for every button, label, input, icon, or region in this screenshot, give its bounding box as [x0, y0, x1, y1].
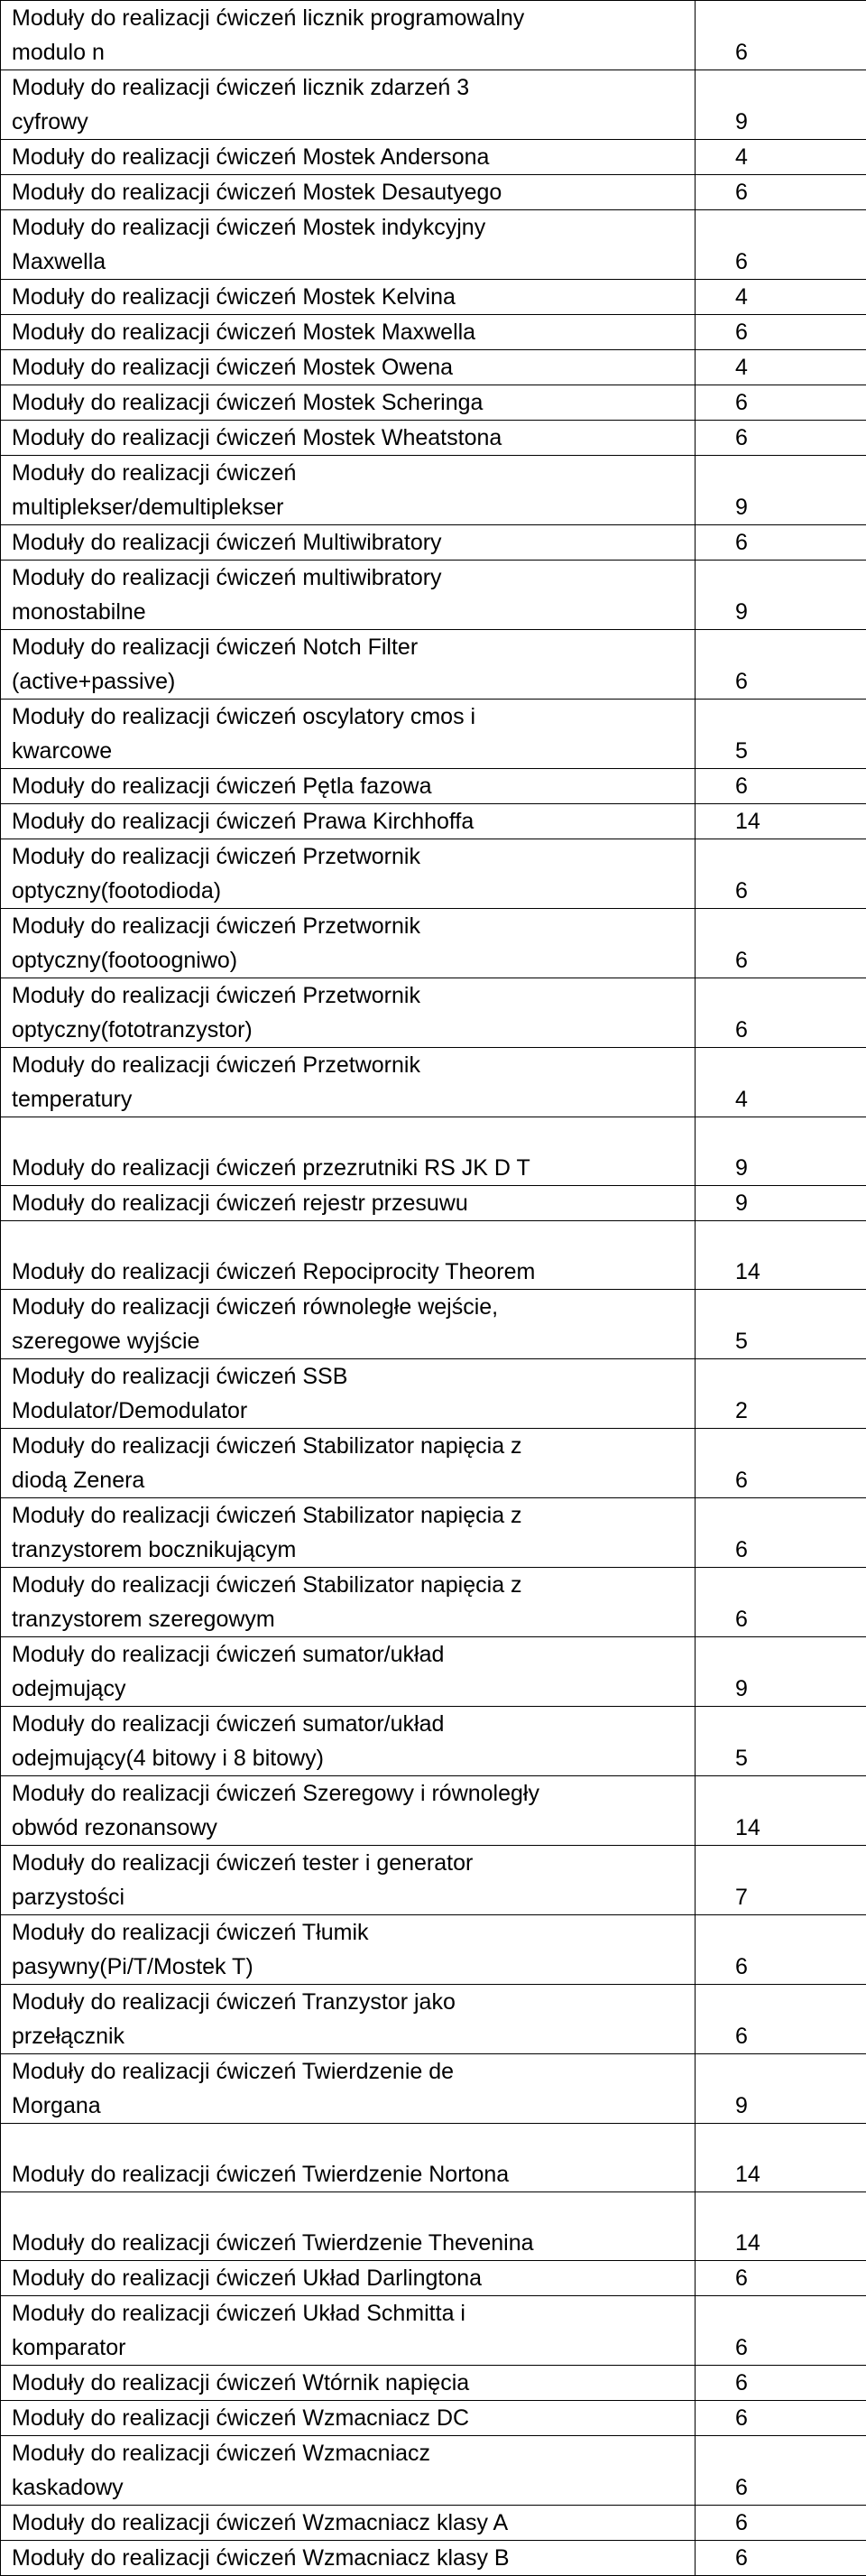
cell-quantity[interactable]: 5 [696, 1290, 866, 1359]
table-row [1, 2054, 866, 2124]
cell-module-name[interactable]: Moduły do realizacji ćwiczeń Układ Darlingtona [1, 2261, 696, 2296]
cell-quantity[interactable]: 4 [696, 280, 866, 315]
cell-quantity[interactable]: 14 [696, 1221, 866, 1290]
cell-module-name[interactable]: Moduły do realizacji ćwiczeń tester i generator parzystości [1, 1846, 696, 1915]
table-row [1, 630, 866, 700]
cell-module-name[interactable]: Moduły do realizacji ćwiczeń Twierdzenie Nortona [1, 2124, 696, 2192]
cell-module-name[interactable]: Moduły do realizacji ćwiczeń Repociprocity Theorem [1, 1221, 696, 1290]
cell-module-name[interactable]: Moduły do realizacji ćwiczeń Przetwornik optyczny(fototranzystor) [1, 978, 696, 1048]
cell-module-name[interactable]: Moduły do realizacji ćwiczeń sumator/układ odejmujący(4 bitowy i 8 bitowy) [1, 1707, 696, 1776]
cell-quantity[interactable]: 6 [696, 1568, 866, 1637]
cell-quantity[interactable]: 4 [696, 140, 866, 175]
table-row [1, 315, 866, 350]
table-row [1, 804, 866, 839]
cell-quantity[interactable]: 14 [696, 1776, 866, 1846]
cell-module-name[interactable]: Moduły do realizacji ćwiczeń oscylatory cmos i kwarcowe [1, 700, 696, 769]
cell-module-name[interactable]: Moduły do realizacji ćwiczeń Prawa Kirchhoffa [1, 804, 696, 839]
table-row [1, 2296, 866, 2366]
cell-quantity[interactable]: 6 [696, 210, 866, 280]
cell-quantity[interactable]: 6 [696, 2541, 866, 2576]
table-row [1, 1637, 866, 1707]
cell-module-name[interactable]: Moduły do realizacji ćwiczeń licznik zdarzeń 3 cyfrowy [1, 70, 696, 140]
cell-module-name[interactable]: Moduły do realizacji ćwiczeń Mostek indykcyjny Maxwella [1, 210, 696, 280]
cell-module-name[interactable]: Moduły do realizacji ćwiczeń Twierdzenie Thevenina [1, 2192, 696, 2261]
cell-quantity[interactable]: 6 [696, 385, 866, 421]
cell-quantity[interactable]: 9 [696, 1186, 866, 1221]
table-row [1, 1048, 866, 1117]
cell-quantity[interactable]: 6 [696, 175, 866, 210]
cell-quantity[interactable]: 6 [696, 978, 866, 1048]
cell-quantity[interactable]: 6 [696, 1915, 866, 1985]
cell-module-name[interactable]: Moduły do realizacji ćwiczeń SSB Modulator/Demodulator [1, 1359, 696, 1429]
table-row [1, 1846, 866, 1915]
cell-module-name[interactable]: Moduły do realizacji ćwiczeń licznik programowalny modulo n [1, 1, 696, 70]
table-row [1, 1707, 866, 1776]
cell-module-name[interactable]: Moduły do realizacji ćwiczeń Wtórnik napięcia [1, 2366, 696, 2401]
cell-quantity[interactable]: 5 [696, 700, 866, 769]
cell-quantity[interactable]: 14 [696, 2192, 866, 2261]
cell-module-name[interactable]: Moduły do realizacji ćwiczeń Wzmacniacz kaskadowy [1, 2436, 696, 2506]
table-row [1, 1186, 866, 1221]
cell-module-name[interactable]: Moduły do realizacji ćwiczeń Mostek Maxwella [1, 315, 696, 350]
table-row [1, 2261, 866, 2296]
cell-quantity[interactable]: 14 [696, 804, 866, 839]
table-row [1, 1985, 866, 2054]
cell-quantity[interactable]: 6 [696, 1429, 866, 1498]
cell-quantity[interactable]: 5 [696, 1707, 866, 1776]
table-row [1, 978, 866, 1048]
cell-module-name[interactable]: Moduły do realizacji ćwiczeń Tranzystor jako przełącznik [1, 1985, 696, 2054]
table-row [1, 2192, 866, 2261]
table-row [1, 210, 866, 280]
cell-quantity[interactable]: 6 [696, 1498, 866, 1568]
table-row [1, 769, 866, 804]
cell-quantity[interactable]: 9 [696, 561, 866, 630]
cell-quantity[interactable]: 6 [696, 909, 866, 978]
cell-module-name[interactable]: Moduły do realizacji ćwiczeń Stabilizator napięcia z tranzystorem szeregowym [1, 1568, 696, 1637]
table-row [1, 561, 866, 630]
cell-module-name[interactable]: Moduły do realizacji ćwiczeń Notch Filter (active+passive) [1, 630, 696, 700]
cell-module-name[interactable]: Moduły do realizacji ćwiczeń Mostek Andersona [1, 140, 696, 175]
table-row [1, 280, 866, 315]
table-row [1, 1290, 866, 1359]
cell-module-name[interactable]: Moduły do realizacji ćwiczeń Wzmacniacz klasy B [1, 2541, 696, 2576]
cell-module-name[interactable]: Moduły do realizacji ćwiczeń równoległe wejście, szeregowe wyjście [1, 1290, 696, 1359]
cell-quantity[interactable]: 6 [696, 1, 866, 70]
cell-quantity[interactable]: 6 [696, 2436, 866, 2506]
cell-module-name[interactable]: Moduły do realizacji ćwiczeń Mostek Wheatstona [1, 421, 696, 456]
table-row [1, 909, 866, 978]
table-row [1, 2401, 866, 2436]
cell-module-name[interactable]: Moduły do realizacji ćwiczeń Stabilizator napięcia z tranzystorem bocznikującym [1, 1498, 696, 1568]
table-row [1, 1915, 866, 1985]
cell-quantity[interactable]: 9 [696, 456, 866, 525]
cell-module-name[interactable]: Moduły do realizacji ćwiczeń rejestr przesuwu [1, 1186, 696, 1221]
cell-module-name[interactable]: Moduły do realizacji ćwiczeń Tłumik pasywny(Pi/T/Mostek T) [1, 1915, 696, 1985]
cell-module-name[interactable]: Moduły do realizacji ćwiczeń Twierdzenie de Morgana [1, 2054, 696, 2124]
cell-quantity[interactable]: 9 [696, 70, 866, 140]
cell-quantity[interactable]: 6 [696, 421, 866, 456]
table-row [1, 350, 866, 385]
table-row [1, 70, 866, 140]
cell-quantity[interactable]: 6 [696, 2401, 866, 2436]
cell-quantity[interactable]: 6 [696, 839, 866, 909]
table-row [1, 1568, 866, 1637]
table-row [1, 525, 866, 561]
table-row [1, 2506, 866, 2541]
table-row [1, 421, 866, 456]
table-row [1, 1359, 866, 1429]
table-row [1, 1429, 866, 1498]
cell-module-name[interactable]: Moduły do realizacji ćwiczeń Mostek Kelvina [1, 280, 696, 315]
table-row [1, 1221, 866, 1290]
table-row [1, 1498, 866, 1568]
cell-module-name[interactable]: Moduły do realizacji ćwiczeń Mostek Owena [1, 350, 696, 385]
table-row [1, 700, 866, 769]
cell-module-name[interactable]: Moduły do realizacji ćwiczeń multiwibratory monostabilne [1, 561, 696, 630]
cell-quantity[interactable]: 6 [696, 2506, 866, 2541]
table-row [1, 2124, 866, 2192]
cell-quantity[interactable]: 6 [696, 525, 866, 561]
cell-module-name[interactable]: Moduły do realizacji ćwiczeń Mostek Scheringa [1, 385, 696, 421]
cell-quantity[interactable]: 14 [696, 2124, 866, 2192]
cell-module-name[interactable]: Moduły do realizacji ćwiczeń Wzmacniacz DC [1, 2401, 696, 2436]
table-row [1, 140, 866, 175]
cell-module-name[interactable]: Moduły do realizacji ćwiczeń Układ Schmitta i komparator [1, 2296, 696, 2366]
table-row [1, 2541, 866, 2576]
cell-module-name[interactable]: Moduły do realizacji ćwiczeń Wzmacniacz klasy A [1, 2506, 696, 2541]
cell-module-name[interactable]: Moduły do realizacji ćwiczeń Szeregowy i równoległy obwód rezonansowy [1, 1776, 696, 1846]
cell-quantity[interactable]: 6 [696, 769, 866, 804]
cell-module-name[interactable]: Moduły do realizacji ćwiczeń Przetwornik optyczny(footodioda) [1, 839, 696, 909]
table-row [1, 2436, 866, 2506]
table-row [1, 1776, 866, 1846]
cell-quantity[interactable]: 9 [696, 1637, 866, 1707]
cell-module-name[interactable]: Moduły do realizacji ćwiczeń Przetwornik optyczny(footoogniwo) [1, 909, 696, 978]
table-row [1, 456, 866, 525]
cell-module-name[interactable]: Moduły do realizacji ćwiczeń sumator/układ odejmujący [1, 1637, 696, 1707]
cell-quantity[interactable]: 2 [696, 1359, 866, 1429]
cell-quantity[interactable]: 6 [696, 2296, 866, 2366]
table-row [1, 385, 866, 421]
cell-module-name[interactable]: Moduły do realizacji ćwiczeń Pętla fazowa [1, 769, 696, 804]
cell-quantity[interactable]: 6 [696, 2366, 866, 2401]
table-row [1, 175, 866, 210]
cell-quantity[interactable]: 6 [696, 1985, 866, 2054]
table-row [1, 839, 866, 909]
cell-quantity[interactable]: 9 [696, 1117, 866, 1186]
table-body [1, 1, 866, 2576]
cell-module-name[interactable]: Moduły do realizacji ćwiczeń Stabilizator napięcia z diodą Zenera [1, 1429, 696, 1498]
cell-module-name[interactable]: Moduły do realizacji ćwiczeń Mostek Desautyego [1, 175, 696, 210]
cell-module-name[interactable]: Moduły do realizacji ćwiczeń Multiwibratory [1, 525, 696, 561]
cell-module-name[interactable]: Moduły do realizacji ćwiczeń Przetwornik temperatury [1, 1048, 696, 1117]
table-row [1, 2366, 866, 2401]
cell-quantity[interactable]: 4 [696, 350, 866, 385]
table-row [1, 1117, 866, 1186]
cell-quantity[interactable]: 9 [696, 2054, 866, 2124]
cell-quantity[interactable]: 6 [696, 630, 866, 700]
cell-module-name[interactable]: Moduły do realizacji ćwiczeń multiplekser/demultiplekser [1, 456, 696, 525]
cell-quantity[interactable]: 6 [696, 315, 866, 350]
table-row [1, 1, 866, 70]
cell-quantity[interactable]: 6 [696, 2261, 866, 2296]
cell-module-name[interactable]: Moduły do realizacji ćwiczeń przezrutniki RS JK D T [1, 1117, 696, 1186]
cell-quantity[interactable]: 4 [696, 1048, 866, 1117]
cell-quantity[interactable]: 7 [696, 1846, 866, 1915]
